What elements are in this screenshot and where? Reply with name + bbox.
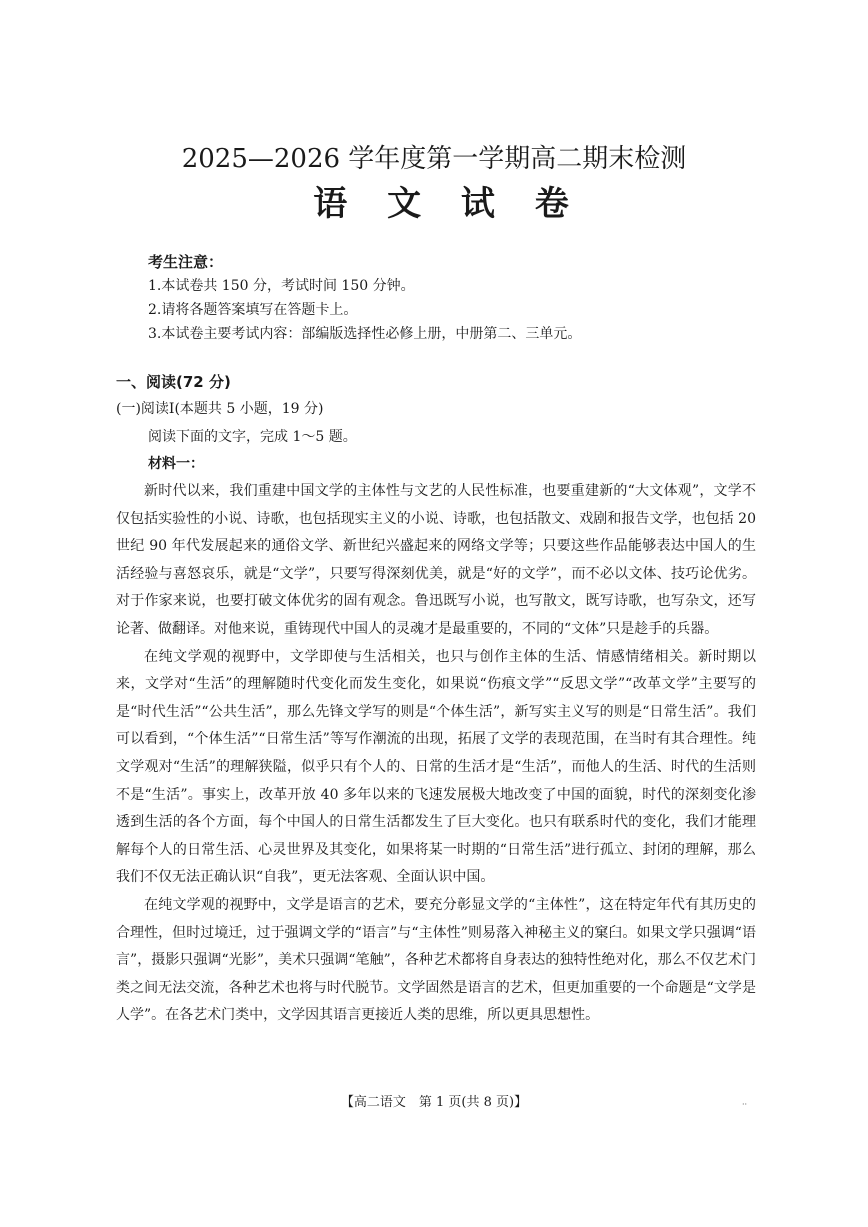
candidate-notice [148, 250, 788, 346]
body-paragraph: 新时代以来，我们重建中国文学的主体性与文艺的人民性标准，也要重建新的“大文体观”，文学不仅包括实验性的小说、诗歌，也包括现实主义的小说、诗歌，也包括散文、戏剧和报告文学，也包括 20 世纪 90 年代发展起来的通俗文学、新世纪兴盛起来的网络文学等；只要这些作品能够表达中国人的生活经验与喜怒哀乐，就是“文学”，只要写得深刻优美，就是“好的文学”，而不必以文体、技巧论优劣。对于作家来说，也要打破文体优劣的固有观念。鲁迅既写小说，也写散文，既写诗歌，也写杂文，还写论著、做翻译。对他来说，重铸现代中国人的灵魂才是最重要的，不同的“文体”只是趁手的兵器。 [116, 483, 756, 637]
notice-item: 3.本试卷主要考试内容：部编版选择性必修上册，中册第二、三单元。 [148, 326, 582, 342]
exam-title: 2025—2026 学年度第一学期高二期末检测 [181, 144, 687, 174]
corner-mark: ·· [742, 1100, 748, 1109]
notice-item: 1.本试卷共 150 分，考试时间 150 分钟。 [148, 278, 415, 294]
body-paragraph: 在纯文学观的视野中，文学是语言的艺术，要充分彰显文学的“主体性”，这在特定年代有其历史的合理性，但时过境迁，过于强调文学的“语言”与“主体性”则易落入神秘主义的窠臼。如果文学只强调“语言”，摄影只强调“光影”，美术只强调“笔触”，各种艺术都将自身表达的独特性绝对化，那么不仅艺术门类之间无法交流，各种艺术也将与时代脱节。文学固然是语言的艺术，但更加重要的一个命题是“文学是人学”。在各艺术门类中，文学因其语言更接近人类的思维，所以更具思想性。 [116, 896, 756, 1024]
body-paragraph: 在纯文学观的视野中，文学即使与生活相关，也只与创作主体的生活、情感情绪相关。新时期以来，文学对“生活”的理解随时代变化而发生变化，如果说“伤痕文学”“反思文学”“改革文学”主要写的是“时代生活”“公共生活”，那么先锋文学写的则是“个体生活”，新写实主义写的则是“日常生活”。我们可以看到，“个体生活”“日常生活”等写作潮流的出现，拓展了文学的表现范围，在当时有其合理性。纯文学观对“生活”的理解狭隘，似乎只有个人的、日常的生活才是“生活”，而他人的生活、时代的生活则不是“生活”。事实上，改革开放 40 多年以来的飞速发展极大地改变了中国的面貌，时代的深刻变化渗透到生活的各个方面，每个中国人的日常生活都发生了巨大变化。也只有联系时代的变化，我们才能理解每个人的日常生活、心灵世界及其变化，如果将某一时期的“日常生活”进行孤立、封闭的理解，那么我们不仅无法正确认识“自我”，更无法客观、全面认识中国。 [116, 648, 756, 886]
section-subheading: (一)阅读Ⅰ(本题共 5 小题，19 分) [116, 401, 324, 417]
page-footer: 【高二语文 第 1 页(共 8 页)】 [340, 1095, 528, 1110]
material-label: 材料一： [148, 456, 204, 472]
notice-heading: 考生注意： [148, 253, 224, 271]
section-heading: 一、阅读(72 分) [116, 373, 231, 391]
notice-item: 2.请将各题答案填写在答题卡上。 [148, 302, 358, 318]
reading-instruction: 阅读下面的文字，完成 1～5 题。 [148, 429, 357, 445]
subject-title: 语 文 试 卷 [313, 184, 583, 224]
material-body [116, 478, 756, 1030]
